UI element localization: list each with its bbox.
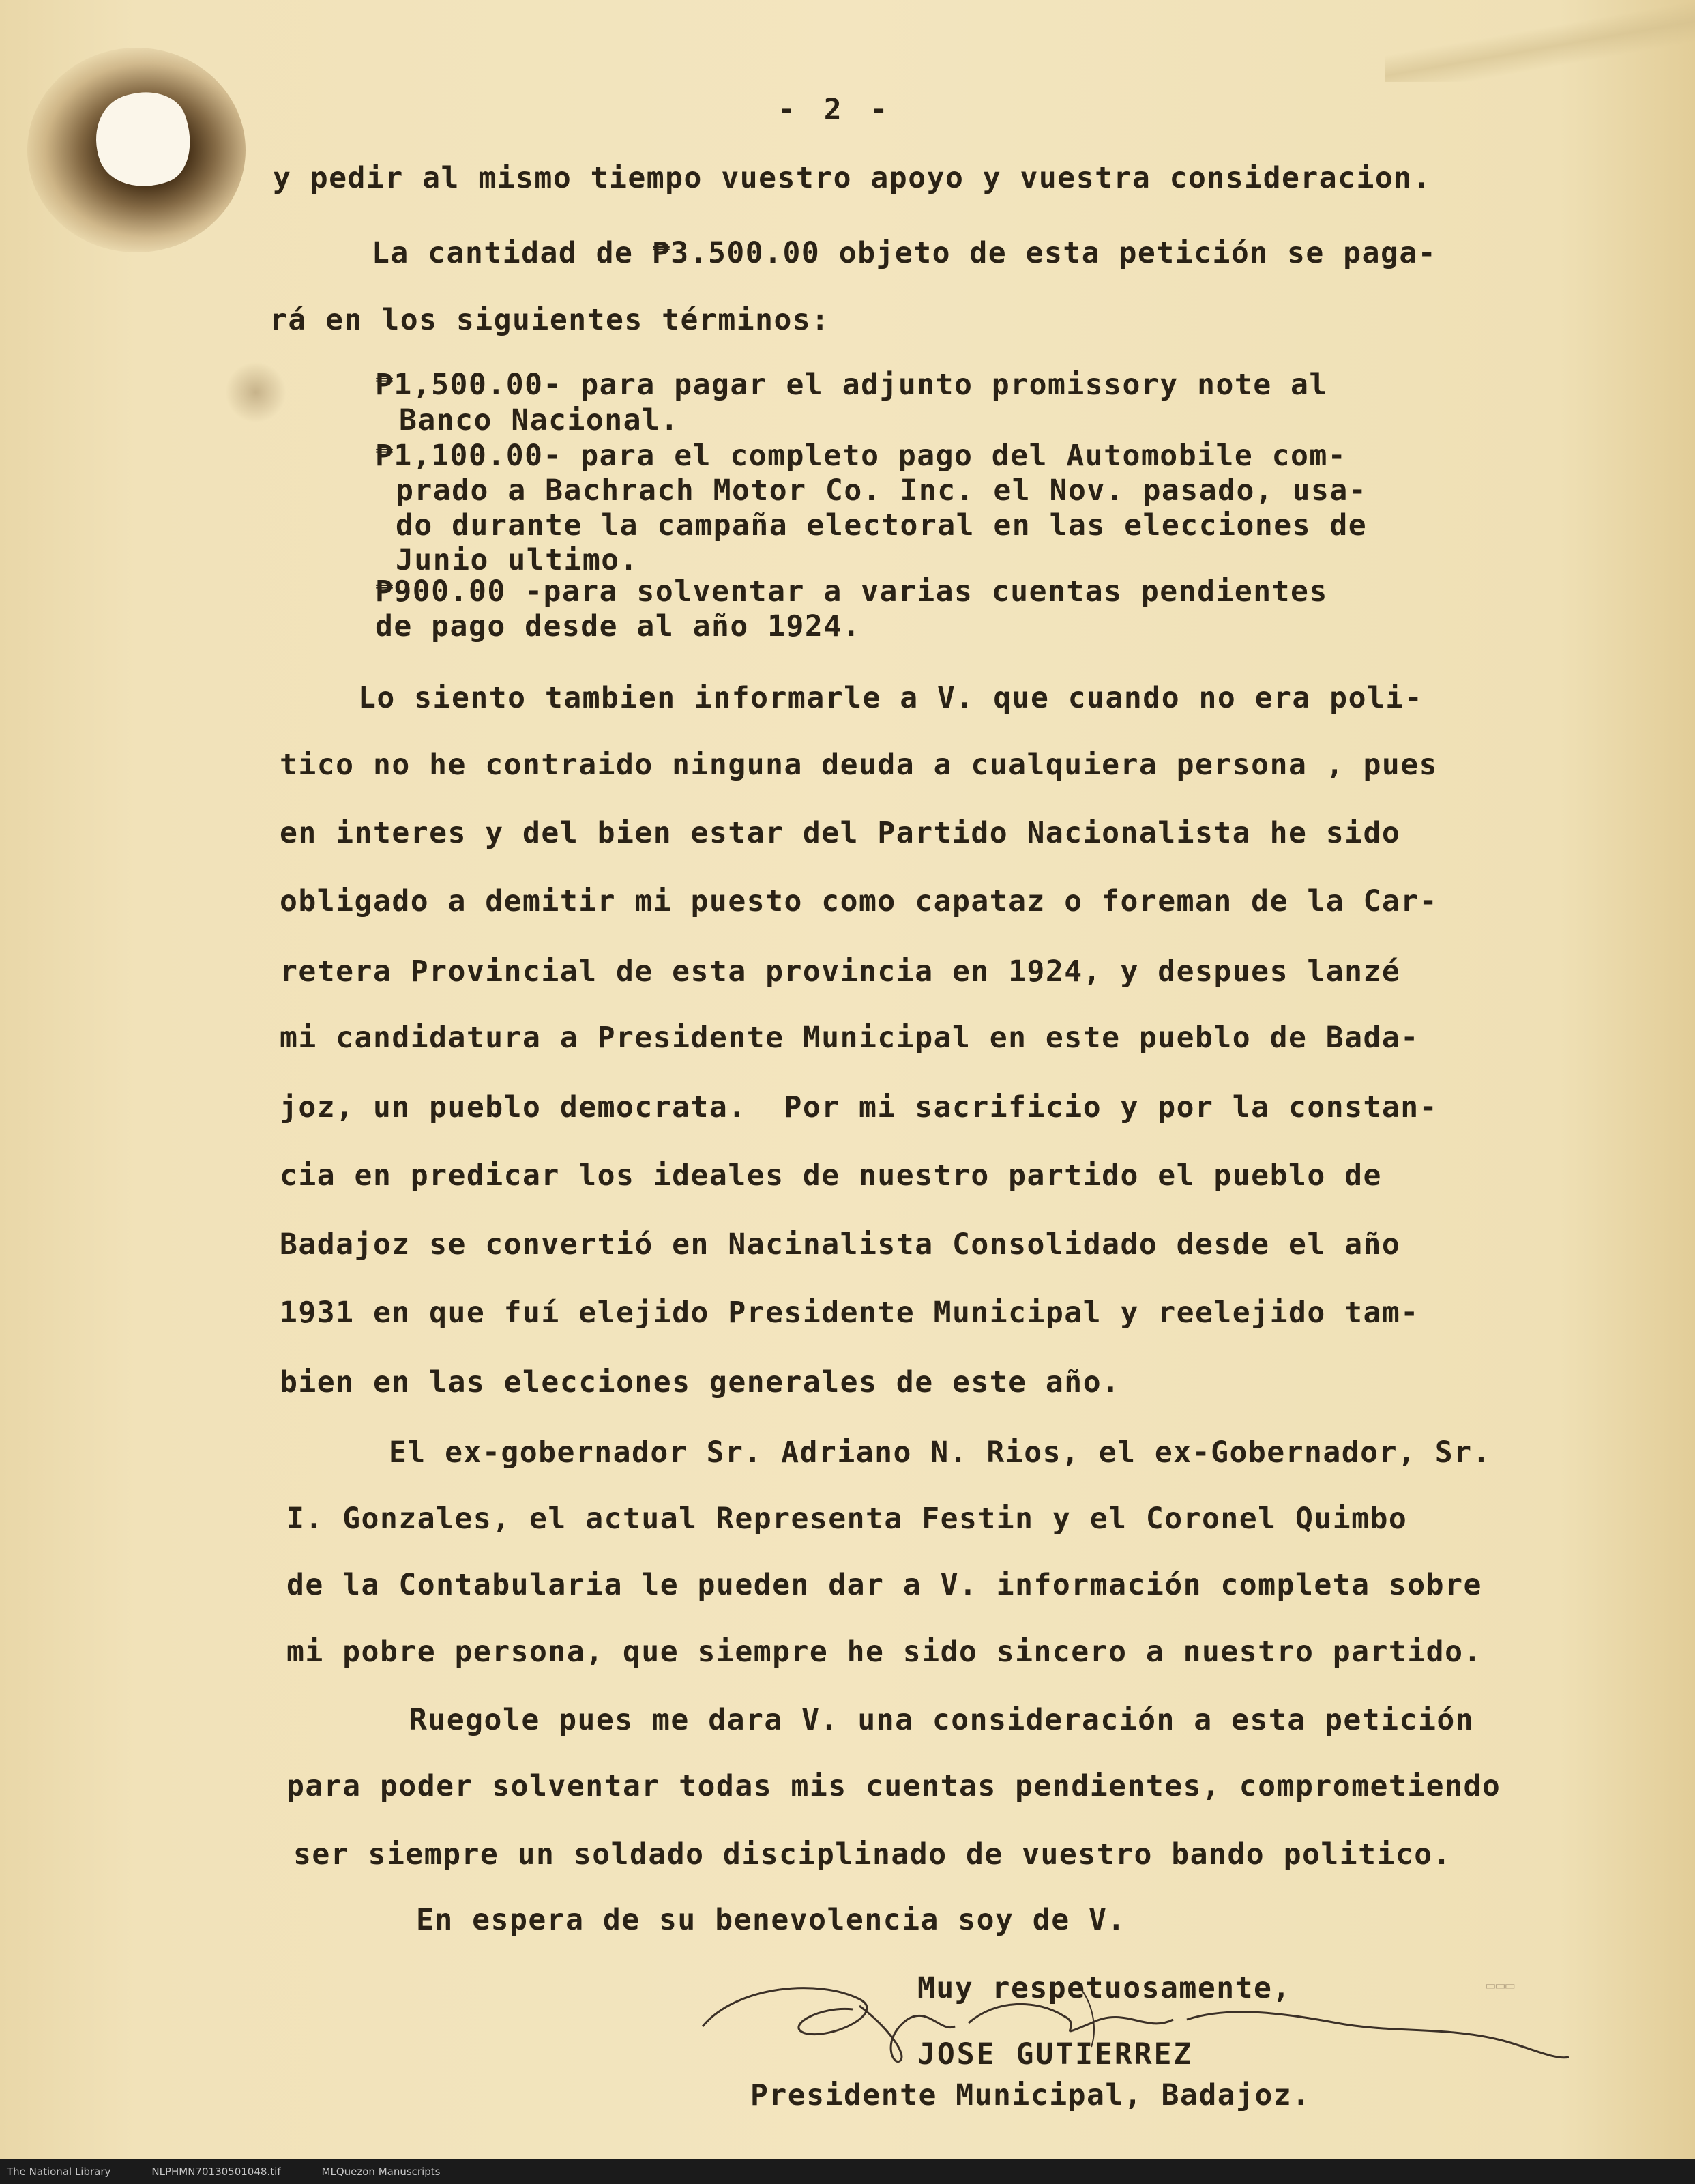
- smudge-mark: [225, 362, 286, 423]
- paper-fold: [1385, 0, 1695, 82]
- footer-file-id: NLPHMN70130501048.tif: [151, 2166, 281, 2178]
- footer-library: The National Library: [7, 2166, 111, 2178]
- text-line: prado a Bachrach Motor Co. Inc. el Nov. pasado, usa-: [396, 474, 1368, 508]
- text-line: bien en las elecciones generales de este año.: [280, 1365, 1121, 1399]
- scan-footer-bar: [0, 2159, 1695, 2184]
- text-line: Ruegole pues me dara V. una consideración a esta petición: [409, 1703, 1475, 1737]
- text-line: do durante la campaña electoral en las elecciones de: [396, 508, 1368, 542]
- text-line: retera Provincial de esta provincia en 1924, y despues lanzé: [280, 955, 1401, 989]
- text-line: en interes y del bien estar del Partido Nacionalista he sido: [280, 816, 1401, 850]
- text-line: La cantidad de ₱3.500.00 objeto de esta petición se paga-: [372, 236, 1437, 270]
- text-line: cia en predicar los ideales de nuestro partido el pueblo de: [280, 1159, 1382, 1193]
- text-line: ₱1,500.00- para pagar el adjunto promissory note al: [375, 368, 1328, 402]
- text-line: El ex-gobernador Sr. Adriano N. Rios, el ex-Gobernador, Sr.: [389, 1436, 1491, 1470]
- page-number: - 2 -: [778, 93, 894, 127]
- text-line: ₱1,100.00- para el completo pago del Automobile com-: [375, 439, 1347, 473]
- text-line: para poder solventar todas mis cuentas pendientes, comprometiendo: [286, 1769, 1501, 1803]
- text-line: Badajoz se convertió en Nacinalista Consolidado desde el año: [280, 1227, 1401, 1262]
- text-line: mi pobre persona, que siempre he sido sincero a nuestro partido.: [286, 1635, 1482, 1669]
- text-line: Banco Nacional.: [399, 403, 679, 437]
- text-line: mi candidatura a Presidente Municipal en este pueblo de Bada-: [280, 1021, 1419, 1055]
- text-line: 1931 en que fuí elejido Presidente Municipal y reelejido tam-: [280, 1296, 1419, 1330]
- text-line: En espera de su benevolencia soy de V.: [416, 1903, 1126, 1937]
- text-line: joz, un pueblo democrata. Por mi sacrificio y por la constan-: [280, 1090, 1439, 1124]
- text-line: y pedir al mismo tiempo vuestro apoyo y vuestra consideracion.: [273, 161, 1432, 195]
- signer-name: JOSE GUTIERREZ: [917, 2037, 1194, 2071]
- text-line: Lo siento tambien informarle a V. que cuando no era poli-: [358, 681, 1424, 715]
- text-line: rá en los siguientes términos:: [269, 303, 830, 337]
- text-line: obligado a demitir mi puesto como capataz o foreman de la Car-: [280, 884, 1439, 918]
- footer-collection: MLQuezon Manuscripts: [321, 2166, 441, 2178]
- text-line: tico no he contraido ninguna deuda a cualquiera persona , pues: [280, 748, 1439, 782]
- text-line: de pago desde al año 1924.: [375, 609, 861, 643]
- text-line: I. Gonzales, el actual Representa Festin y el Coronel Quimbo: [286, 1502, 1408, 1536]
- text-line: de la Contabularia le pueden dar a V. información completa sobre: [286, 1568, 1482, 1602]
- ink-stamp-mark: ▭▭▭: [1486, 1977, 1516, 1994]
- signer-title: Presidente Municipal, Badajoz.: [750, 2078, 1311, 2112]
- text-line: ser siempre un soldado disciplinado de vuestro bando politico.: [293, 1837, 1452, 1872]
- closing-salutation: Muy respetuosamente,: [917, 1971, 1291, 2005]
- text-line: ₱900.00 -para solventar a varias cuentas pendientes: [375, 574, 1328, 609]
- text-line: Junio ultimo.: [396, 543, 639, 577]
